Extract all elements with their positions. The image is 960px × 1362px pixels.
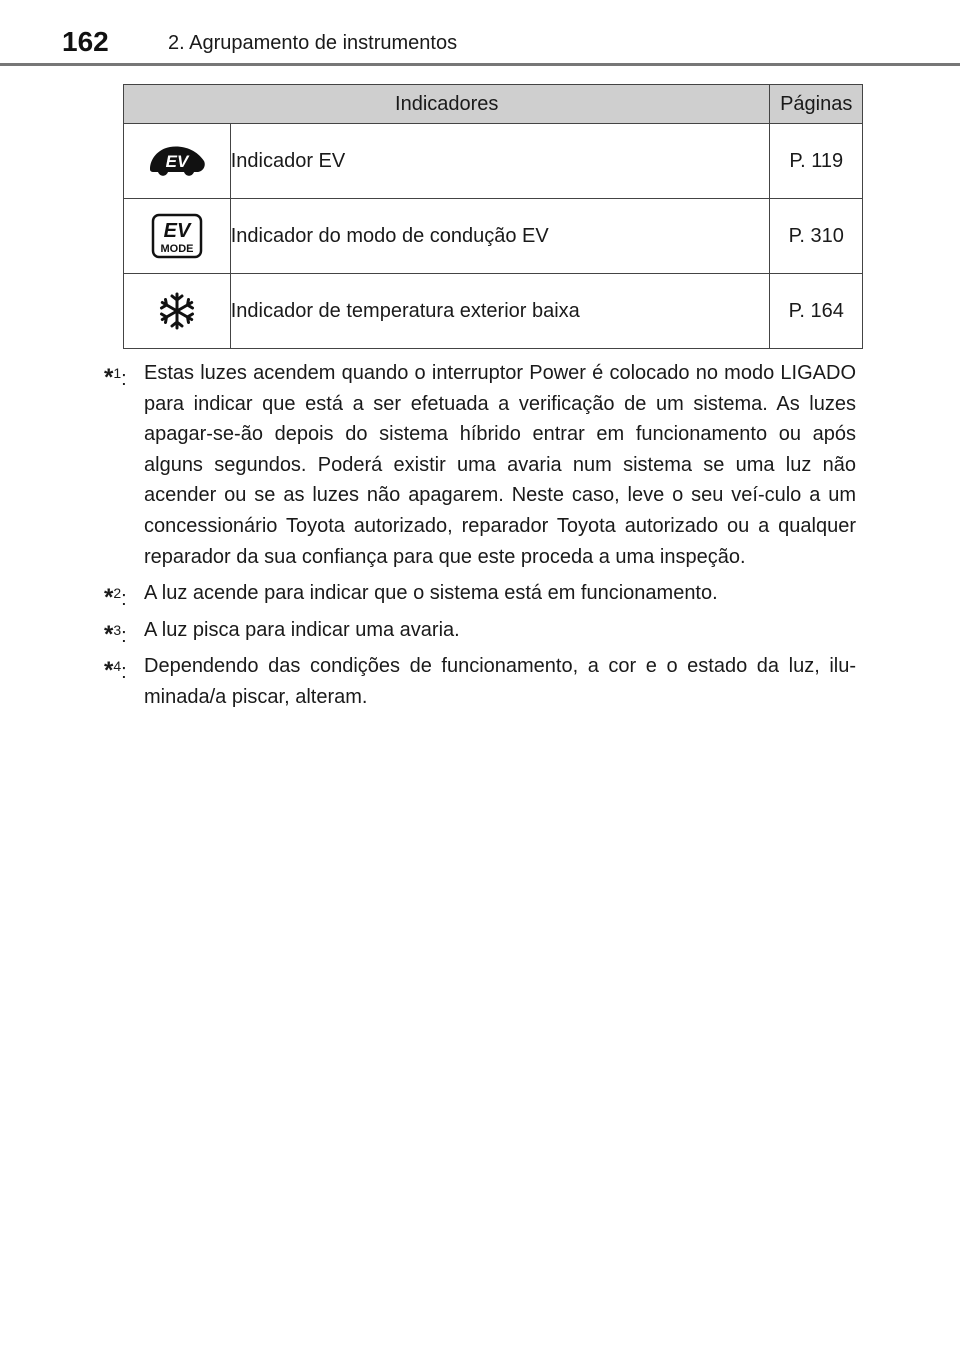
table-row <box>124 274 863 349</box>
table-row <box>124 124 863 199</box>
icon-cell <box>124 199 231 274</box>
icon-cell <box>124 124 231 199</box>
ev-indicator-icon <box>146 141 208 181</box>
indicator-name: Indicador do modo de condução EV <box>230 199 770 274</box>
footnote-1 <box>104 358 856 572</box>
footnote-text: Dependendo das condições de funcionamento, a cor e o estado da luz, ilu-minada/a piscar, alteram. <box>144 655 856 708</box>
footnote-marker: *$^1$: <box>104 364 127 391</box>
table-row <box>124 199 863 274</box>
section-title: 2. Agrupamento de instrumentos <box>168 32 458 54</box>
footnote-text: A luz pisca para indicar uma avaria. <box>144 618 460 641</box>
footnote-marker: *$^2$: <box>104 584 127 612</box>
page-number: 162 <box>62 26 109 57</box>
icon-cell <box>124 274 231 349</box>
snowflake-icon <box>157 291 197 331</box>
footnote-marker: *$^4$: <box>104 657 127 685</box>
footnote-3 <box>104 615 856 646</box>
column-header-pages: Páginas <box>770 85 863 124</box>
ev-icon-letters: EV <box>165 152 189 171</box>
table-header-row <box>124 85 863 124</box>
footnote-4 <box>104 651 856 712</box>
footnote-text: A luz acende para indicar que o sistema está em funcionamento. <box>144 582 718 605</box>
footnote-text: Estas luzes acendem quando o interruptor Power é colocado no modo LIGADO para indicar que está a ser efetuada a verificação de um sistema. As luzes apagar-se-ão depois do sistema híbrido entrar em funcionamento ou após alguns segundos. Poderá existir uma avaria num sistema se uma luz não acender ou se as luzes não apagarem. Neste caso, leve o seu veí-culo a um concessionário Toyota autorizado, reparador Toyota autorizado ou a qualquer reparador da sua confiança para que este proceda a uma inspeção. <box>144 362 856 568</box>
page-reference: P. 164 <box>770 274 863 349</box>
indicators-table <box>123 84 863 349</box>
footnotes <box>104 358 856 719</box>
footnote-marker: *$^3$: <box>104 620 127 648</box>
header-divider <box>0 63 960 66</box>
page-reference: P. 119 <box>770 124 863 199</box>
ev-mode-icon-letters: EV <box>163 220 191 242</box>
ev-mode-indicator-icon <box>151 213 203 259</box>
footnote-2 <box>104 578 856 612</box>
indicator-name: Indicador de temperatura exterior baixa <box>230 274 770 349</box>
indicator-name: Indicador EV <box>230 124 770 199</box>
column-header-indicators: Indicadores <box>124 85 770 124</box>
page-reference: P. 310 <box>770 199 863 274</box>
ev-mode-icon-mode-label: MODE <box>160 243 194 255</box>
